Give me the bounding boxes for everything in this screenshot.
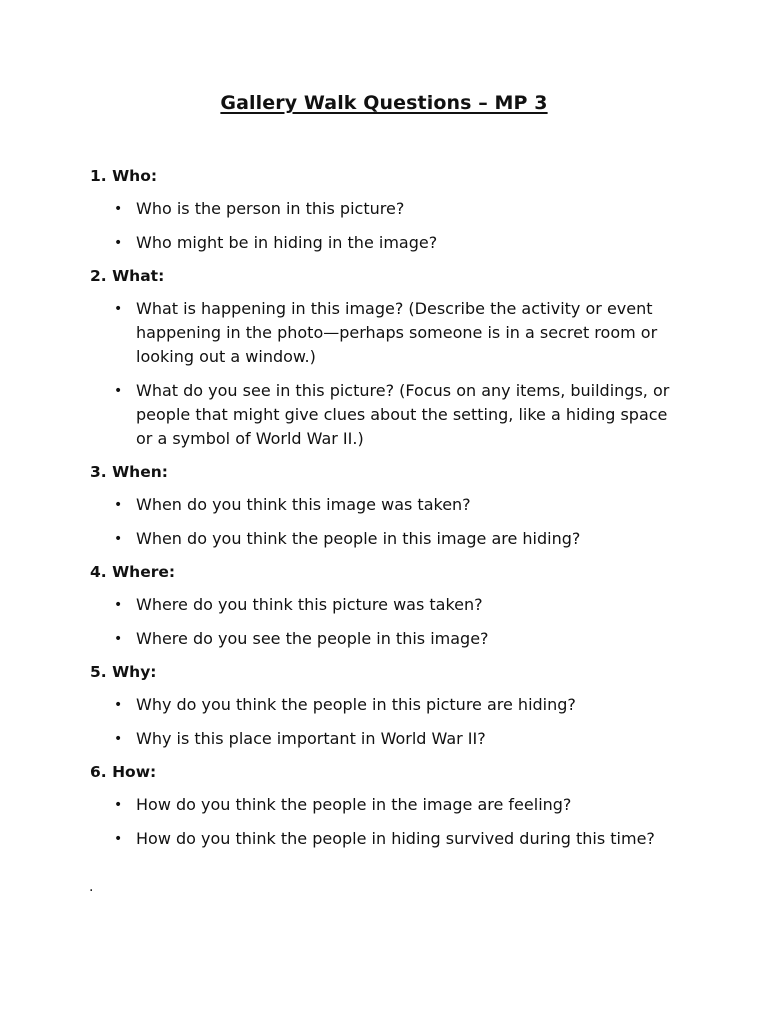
section-heading: 1. Who: xyxy=(90,167,158,185)
section-heading: 5. Why: xyxy=(90,663,157,681)
bullet-icon: • xyxy=(114,631,123,647)
list-item xyxy=(90,379,676,451)
bullet-icon: • xyxy=(114,731,123,747)
question-text: Who might be in hiding in the image? xyxy=(136,233,438,252)
bullet-icon: • xyxy=(114,383,123,399)
list-item xyxy=(90,627,676,651)
question-text: Why is this place important in World War II? xyxy=(136,729,486,748)
bullet-list xyxy=(90,793,690,851)
list-item xyxy=(90,693,676,717)
list-item xyxy=(90,727,676,751)
question-list xyxy=(90,165,690,861)
bullet-icon: • xyxy=(114,531,123,547)
list-item xyxy=(90,297,676,369)
list-item xyxy=(90,527,676,551)
list-item xyxy=(90,793,676,817)
section-heading: 2. What: xyxy=(90,267,165,285)
bullet-icon: • xyxy=(114,797,123,813)
section-heading: 3. When: xyxy=(90,463,168,481)
question-text: Why do you think the people in this picture are hiding? xyxy=(136,695,576,714)
list-item xyxy=(90,197,676,221)
bullet-icon: • xyxy=(114,235,123,251)
bullet-list xyxy=(90,493,690,551)
bullet-icon: • xyxy=(114,831,123,847)
list-item xyxy=(90,827,676,851)
question-text: How do you think the people in the image are feeling? xyxy=(136,795,572,814)
bullet-icon: • xyxy=(114,697,123,713)
question-text: Where do you think this picture was taken? xyxy=(136,595,483,614)
bullet-list xyxy=(90,593,690,651)
bullet-icon: • xyxy=(114,301,123,317)
page-title: Gallery Walk Questions – MP 3 xyxy=(220,92,548,114)
bullet-icon: • xyxy=(114,497,123,513)
bullet-list xyxy=(90,693,690,751)
trailing-mark: . xyxy=(89,879,94,895)
section-heading: 6. How: xyxy=(90,763,157,781)
bullet-list xyxy=(90,197,690,255)
question-text: How do you think the people in hiding survived during this time? xyxy=(136,829,655,848)
bullet-icon: • xyxy=(114,201,123,217)
list-item xyxy=(90,231,676,255)
bullet-list xyxy=(90,297,690,451)
question-text: When do you think the people in this image are hiding? xyxy=(136,529,581,548)
question-text: When do you think this image was taken? xyxy=(136,495,471,514)
list-item xyxy=(90,493,676,517)
list-item xyxy=(90,593,676,617)
question-text: What do you see in this picture? (Focus on any items, buildings, or people that might give clues about the setting, like a hiding space or a symbol of World War II.) xyxy=(136,381,670,448)
question-text: Who is the person in this picture? xyxy=(136,199,405,218)
question-text: What is happening in this image? (Describe the activity or event happening in the photo—perhaps someone is in a secret room or looking out a window.) xyxy=(136,299,658,366)
question-text: Where do you see the people in this image? xyxy=(136,629,489,648)
bullet-icon: • xyxy=(114,597,123,613)
section-heading: 4. Where: xyxy=(90,563,176,581)
